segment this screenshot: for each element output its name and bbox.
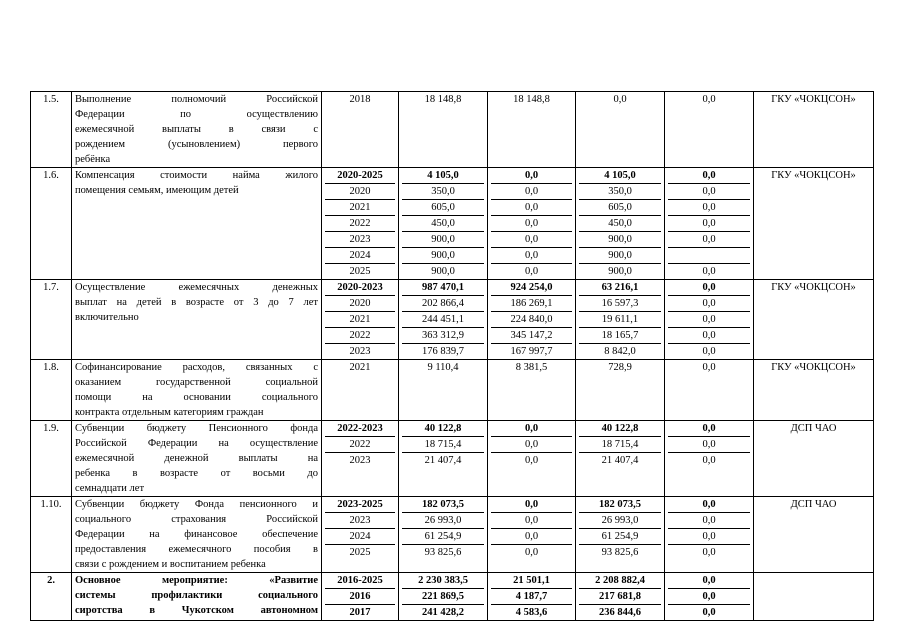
- federal-cell-value: 0,0: [491, 452, 572, 468]
- activity-name-line: Осуществление ежемесячных денежных: [75, 282, 318, 293]
- federal-cell-value: 18 148,8: [513, 94, 550, 105]
- regional-cell: [576, 92, 665, 168]
- year-cell-value: 2020: [325, 295, 395, 311]
- total-cell: [399, 360, 488, 421]
- table-row: [31, 421, 874, 497]
- federal-cell-value: 21 501,1: [513, 575, 550, 586]
- regional-cell: [576, 497, 665, 573]
- row-number: 2.: [31, 573, 72, 621]
- activity-name: [72, 421, 322, 497]
- year-cell-value: 2017: [325, 604, 395, 620]
- year-cell: [322, 497, 399, 573]
- other-cell: [665, 421, 754, 497]
- other-cell-value: 0,0: [668, 183, 750, 199]
- other-cell-value: 0,0: [702, 362, 716, 373]
- other-cell-value: 0,0: [668, 528, 750, 544]
- other-cell-value: 0,0: [702, 575, 716, 586]
- federal-cell-value: 186 269,1: [491, 295, 572, 311]
- regional-cell: [576, 360, 665, 421]
- total-cell-value: 4 105,0: [427, 170, 459, 181]
- total-cell-value: 605,0: [402, 199, 484, 215]
- executor: ДСП ЧАО: [754, 421, 874, 497]
- table-row: [31, 497, 874, 573]
- federal-cell-value: 0,0: [524, 423, 539, 434]
- other-cell-value: [668, 247, 750, 263]
- federal-cell-value: 0,0: [491, 512, 572, 528]
- total-cell: [399, 280, 488, 360]
- total-cell-value: 18 715,4: [402, 436, 484, 452]
- total-cell-value: 241 428,2: [402, 604, 484, 620]
- total-cell-value: 244 451,1: [402, 311, 484, 327]
- other-cell-value: 0,0: [668, 512, 750, 528]
- table-row: [31, 280, 874, 360]
- regional-cell: [576, 280, 665, 360]
- year-cell: [322, 421, 399, 497]
- year-cell-value: 2021: [325, 311, 395, 327]
- activity-name-line: выплат на детей в возрасте от 3 до 7 лет: [75, 297, 318, 308]
- federal-cell-value: 0,0: [491, 183, 572, 199]
- activity-name-line: связи с рождением и воспитанием ребенка: [75, 559, 266, 570]
- total-cell-value: 350,0: [402, 183, 484, 199]
- year-cell-value: 2022: [325, 436, 395, 452]
- federal-cell-value: 0,0: [491, 528, 572, 544]
- federal-cell: [488, 421, 576, 497]
- year-cell-value: 2022: [325, 215, 395, 231]
- executor: ГКУ «ЧОКЦСОН»: [754, 92, 874, 168]
- regional-cell-value: 26 993,0: [579, 512, 661, 528]
- activity-name-line: ежемесячной денежной выплаты на: [75, 453, 318, 464]
- table-row: [31, 168, 874, 280]
- other-cell: [665, 92, 754, 168]
- other-cell-value: 0,0: [668, 452, 750, 468]
- activity-name-line: сиротства в Чукотском автономном: [75, 605, 318, 616]
- regional-cell-value: 217 681,8: [579, 588, 661, 604]
- federal-cell-value: 0,0: [491, 436, 572, 452]
- regional-cell-value: 63 216,1: [601, 282, 639, 293]
- regional-cell-value: 900,0: [579, 247, 661, 263]
- regional-cell-value: 40 122,8: [601, 423, 639, 434]
- regional-cell-value: 21 407,4: [579, 452, 661, 468]
- year-cell-value: 2025: [325, 544, 395, 560]
- year-cell-value: 2024: [325, 528, 395, 544]
- year-cell-value: 2022: [325, 327, 395, 343]
- year-cell-value: 2016-2025: [337, 575, 383, 586]
- federal-cell-value: 0,0: [491, 247, 572, 263]
- other-cell-value: 0,0: [668, 544, 750, 560]
- activity-name-line: семнадцати лет: [75, 483, 145, 494]
- total-cell-value: 900,0: [402, 263, 484, 279]
- activity-name-line: Федерации на финансовое обеспечение: [75, 529, 318, 540]
- other-cell: [665, 280, 754, 360]
- activity-name-line: Субвенции бюджету Фонда пенсионного и: [75, 499, 318, 510]
- regional-cell-value: 900,0: [579, 231, 661, 247]
- regional-cell: [576, 573, 665, 621]
- total-cell-value: 202 866,4: [402, 295, 484, 311]
- total-cell-value: 40 122,8: [424, 423, 462, 434]
- executor: [754, 573, 874, 621]
- activity-name-line: ежемесячной выплаты в связи с: [75, 124, 318, 135]
- activity-name: [72, 280, 322, 360]
- table-row: [31, 360, 874, 421]
- other-cell-value: 0,0: [668, 199, 750, 215]
- year-cell: [322, 573, 399, 621]
- total-cell-value: 26 993,0: [402, 512, 484, 528]
- federal-cell-value: 0,0: [491, 544, 572, 560]
- year-cell-value: 2023: [325, 512, 395, 528]
- other-cell-value: 0,0: [668, 311, 750, 327]
- total-cell-value: 221 869,5: [402, 588, 484, 604]
- other-cell-value: 0,0: [668, 588, 750, 604]
- activity-name-line: Софинансирование расходов, связанных с: [75, 362, 318, 373]
- year-cell-value: 2018: [349, 94, 371, 105]
- table-row: [31, 92, 874, 168]
- year-cell-value: 2020-2025: [337, 170, 383, 181]
- federal-cell-value: 167 997,7: [491, 343, 572, 359]
- total-cell-value: 2 230 383,5: [418, 575, 468, 586]
- other-cell-value: 0,0: [702, 499, 716, 510]
- other-cell-value: 0,0: [668, 263, 750, 279]
- federal-cell-value: 4 583,6: [491, 604, 572, 620]
- year-cell-value: 2023: [325, 231, 395, 247]
- activity-name: [72, 168, 322, 280]
- total-cell-value: 363 312,9: [402, 327, 484, 343]
- federal-cell-value: 0,0: [491, 231, 572, 247]
- activity-name-line: рождением (усыновлением) первого: [75, 139, 318, 150]
- total-cell-value: 176 839,7: [402, 343, 484, 359]
- total-cell-value: 987 470,1: [422, 282, 464, 293]
- activity-name-line: ребёнка: [75, 154, 111, 165]
- program-table: [30, 91, 874, 621]
- executor: ДСП ЧАО: [754, 497, 874, 573]
- other-cell-value: 0,0: [702, 282, 716, 293]
- federal-cell-value: 0,0: [491, 199, 572, 215]
- regional-cell-value: 61 254,9: [579, 528, 661, 544]
- federal-cell-value: 8 381,5: [515, 362, 548, 373]
- year-cell-value: 2021: [349, 362, 371, 373]
- federal-cell: [488, 92, 576, 168]
- federal-cell-value: 0,0: [524, 170, 539, 181]
- other-cell: [665, 497, 754, 573]
- activity-name: [72, 360, 322, 421]
- table-body: [31, 92, 874, 621]
- activity-name-line: Выполнение полномочий Российской: [75, 94, 318, 105]
- year-cell-value: 2021: [325, 199, 395, 215]
- total-cell-value: 21 407,4: [402, 452, 484, 468]
- year-cell-value: 2020: [325, 183, 395, 199]
- federal-cell-value: 4 187,7: [491, 588, 572, 604]
- year-cell-value: 2023: [325, 343, 395, 359]
- year-cell: [322, 168, 399, 280]
- row-number: 1.5.: [31, 92, 72, 168]
- regional-cell-value: 728,9: [608, 362, 632, 373]
- regional-cell-value: 16 597,3: [579, 295, 661, 311]
- activity-name: [72, 497, 322, 573]
- total-cell-value: 450,0: [402, 215, 484, 231]
- year-cell-value: 2025: [325, 263, 395, 279]
- total-cell-value: 182 073,5: [422, 499, 464, 510]
- year-cell-value: 2023-2025: [337, 499, 383, 510]
- total-cell-value: 93 825,6: [402, 544, 484, 560]
- regional-cell: [576, 168, 665, 280]
- total-cell-value: 9 110,4: [427, 362, 459, 373]
- row-number: 1.8.: [31, 360, 72, 421]
- regional-cell-value: 182 073,5: [599, 499, 641, 510]
- regional-cell-value: 236 844,6: [579, 604, 661, 620]
- other-cell-value: 0,0: [702, 94, 716, 105]
- federal-cell: [488, 280, 576, 360]
- other-cell-value: 0,0: [702, 170, 716, 181]
- federal-cell-value: 924 254,0: [510, 282, 553, 293]
- federal-cell: [488, 573, 576, 621]
- other-cell: [665, 168, 754, 280]
- regional-cell-value: 18 715,4: [579, 436, 661, 452]
- other-cell-value: 0,0: [668, 604, 750, 620]
- executor: ГКУ «ЧОКЦСОН»: [754, 360, 874, 421]
- row-number: 1.6.: [31, 168, 72, 280]
- other-cell: [665, 573, 754, 621]
- year-cell-value: 2020-2023: [337, 282, 383, 293]
- total-cell-value: 18 148,8: [424, 94, 462, 105]
- regional-cell-value: 0,0: [613, 94, 627, 105]
- other-cell-value: 0,0: [668, 215, 750, 231]
- regional-cell-value: 8 842,0: [579, 343, 661, 359]
- activity-name: [72, 92, 322, 168]
- other-cell: [665, 360, 754, 421]
- regional-cell-value: 450,0: [579, 215, 661, 231]
- activity-name-line: Российской Федерации на осуществление: [75, 438, 318, 449]
- total-cell: [399, 421, 488, 497]
- total-cell-value: 900,0: [402, 231, 484, 247]
- year-cell-value: 2022-2023: [337, 423, 383, 434]
- activity-name-line: включительно: [75, 312, 139, 323]
- year-cell: [322, 280, 399, 360]
- activity-name-line: Федерации по осуществлению: [75, 109, 318, 120]
- other-cell-value: 0,0: [668, 343, 750, 359]
- other-cell-value: 0,0: [668, 327, 750, 343]
- activity-name-line: Основное мероприятие: «Развитие: [75, 575, 318, 586]
- regional-cell-value: 2 208 882,4: [595, 575, 645, 586]
- activity-name-line: системы профилактики социального: [75, 590, 318, 601]
- activity-name-line: оказанием государственной социальной: [75, 377, 318, 388]
- total-cell: [399, 497, 488, 573]
- regional-cell-value: 93 825,6: [579, 544, 661, 560]
- executor: ГКУ «ЧОКЦСОН»: [754, 168, 874, 280]
- regional-cell-value: 19 611,1: [579, 311, 661, 327]
- federal-cell-value: 0,0: [491, 263, 572, 279]
- year-cell-value: 2016: [325, 588, 395, 604]
- other-cell-value: 0,0: [668, 436, 750, 452]
- regional-cell-value: 18 165,7: [579, 327, 661, 343]
- year-cell-value: 2024: [325, 247, 395, 263]
- regional-cell: [576, 421, 665, 497]
- total-cell-value: 61 254,9: [402, 528, 484, 544]
- activity-name-line: помощи на основании социального: [75, 392, 318, 403]
- federal-cell-value: 0,0: [491, 215, 572, 231]
- total-cell: [399, 168, 488, 280]
- total-cell-value: 900,0: [402, 247, 484, 263]
- activity-name: [72, 573, 322, 621]
- other-cell-value: 0,0: [668, 231, 750, 247]
- table-row: [31, 573, 874, 621]
- activity-name-line: социального страхования Российской: [75, 514, 318, 525]
- federal-cell-value: 0,0: [524, 499, 539, 510]
- activity-name-line: Субвенции бюджету Пенсионного фонда: [75, 423, 318, 434]
- activity-name-line: ребенка в возрасте от восьми до: [75, 468, 318, 479]
- regional-cell-value: 4 105,0: [604, 170, 636, 181]
- federal-cell: [488, 360, 576, 421]
- total-cell: [399, 92, 488, 168]
- total-cell: [399, 573, 488, 621]
- year-cell: [322, 92, 399, 168]
- other-cell-value: 0,0: [702, 423, 716, 434]
- activity-name-line: помещения семьям, имеющим детей: [75, 185, 239, 196]
- federal-cell-value: 224 840,0: [491, 311, 572, 327]
- activity-name-line: предоставления ежемесячного пособия в: [75, 544, 318, 555]
- other-cell-value: 0,0: [668, 295, 750, 311]
- year-cell-value: 2023: [325, 452, 395, 468]
- year-cell: [322, 360, 399, 421]
- regional-cell-value: 350,0: [579, 183, 661, 199]
- executor: ГКУ «ЧОКЦСОН»: [754, 280, 874, 360]
- activity-name-line: Компенсация стоимости найма жилого: [75, 170, 318, 181]
- row-number: 1.9.: [31, 421, 72, 497]
- federal-cell-value: 345 147,2: [491, 327, 572, 343]
- federal-cell: [488, 168, 576, 280]
- row-number: 1.10.: [31, 497, 72, 573]
- regional-cell-value: 605,0: [579, 199, 661, 215]
- regional-cell-value: 900,0: [579, 263, 661, 279]
- activity-name-line: контракта отдельным категориям граждан: [75, 407, 264, 418]
- federal-cell: [488, 497, 576, 573]
- row-number: 1.7.: [31, 280, 72, 360]
